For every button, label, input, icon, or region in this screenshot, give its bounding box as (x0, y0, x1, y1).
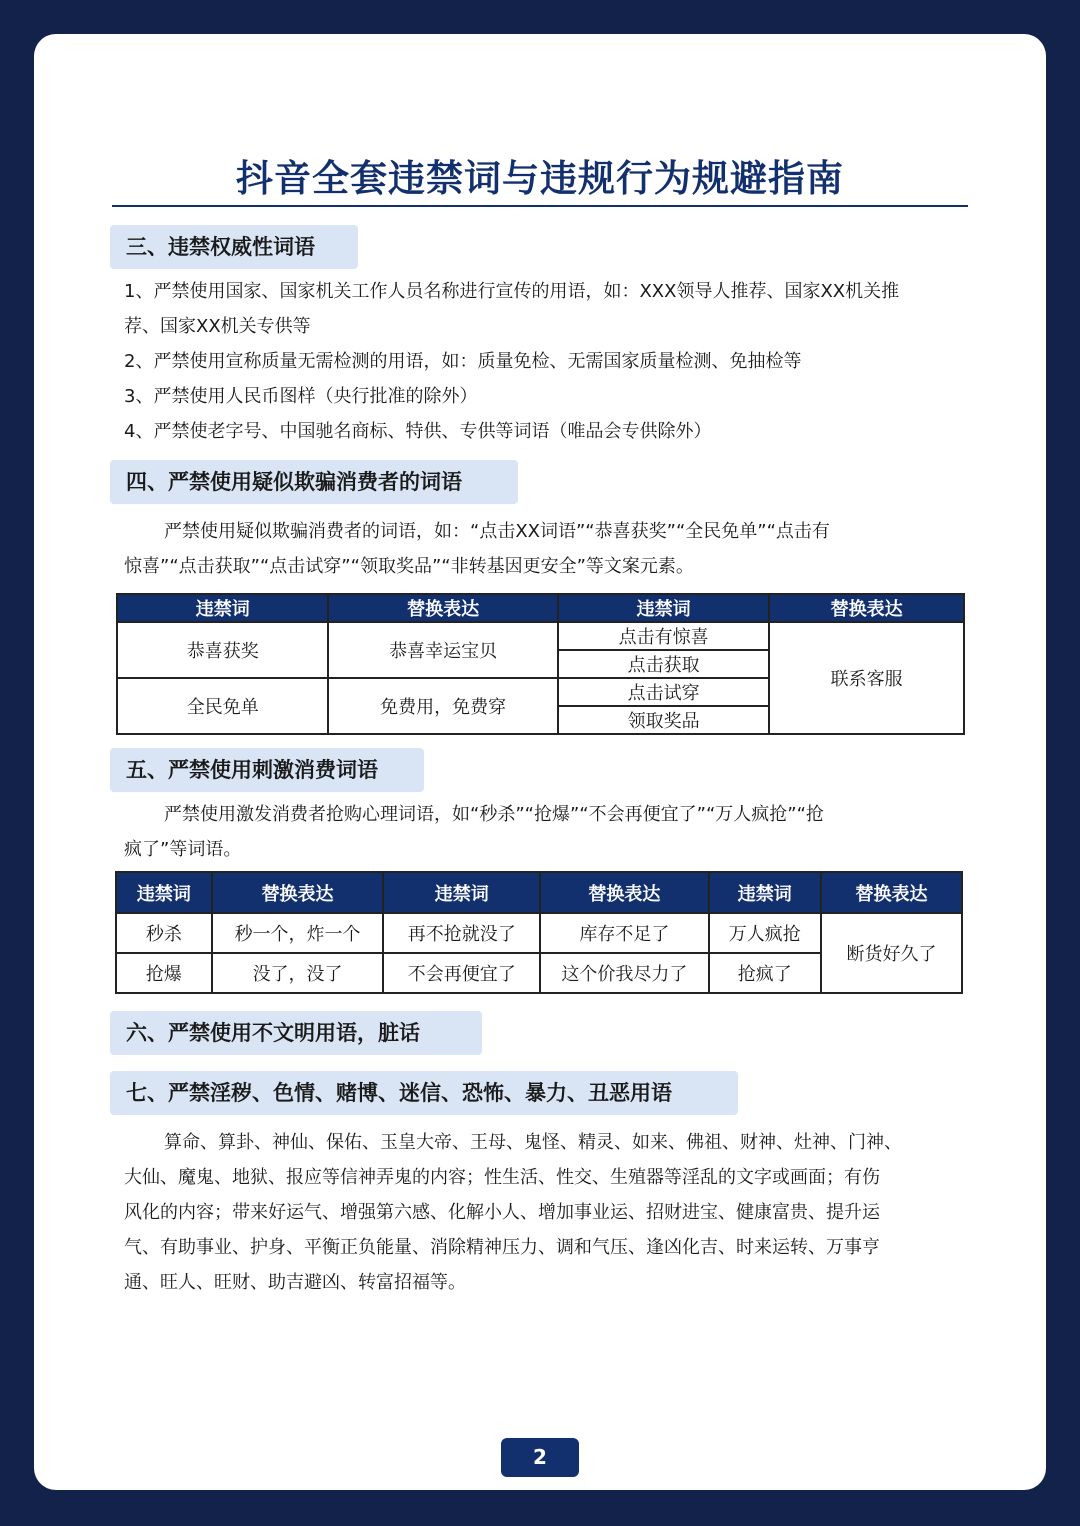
table-header: 违禁词 (117, 594, 328, 622)
table-cell: 免费用，免费穿 (328, 678, 557, 734)
section-7-line-5: 通、旺人、旺财、助吉避凶、转富招福等。 (124, 1272, 466, 1293)
table-header: 违禁词 (116, 872, 212, 913)
document-title: 抖音全套违禁词与违规行为规避指南 (236, 157, 844, 200)
section-4-table (116, 593, 965, 735)
table-cell: 这个价我尽力了 (540, 953, 708, 993)
section-7-line-1: 算命、算卦、神仙、保佑、玉皇大帝、王母、鬼怪、精灵、如来、佛祖、财神、灶神、门神、 (164, 1132, 902, 1153)
table-cell: 秒一个，炸一个 (212, 913, 384, 953)
section-3-line-3: 2、严禁使用宣称质量无需检测的用语，如：质量免检、无需国家质量检测、免抽检等 (124, 351, 802, 372)
table-cell: 点击获取 (558, 650, 769, 678)
section-3-line-1: 1、严禁使用国家、国家机关工作人员名称进行宣传的用语，如：XXX领导人推荐、国家XX机关推 (124, 281, 900, 302)
section-7-heading: 七、严禁淫秽、色情、赌博、迷信、恐怖、暴力、丑恶用语 (110, 1071, 738, 1115)
section-3-line-5: 4、严禁使老字号、中国驰名商标、特供、专供等词语（唯品会专供除外） (124, 421, 712, 442)
table-header: 替换表达 (328, 594, 557, 622)
table-header: 替换表达 (540, 872, 708, 913)
page-number: 2 (501, 1438, 579, 1477)
section-5-table (115, 871, 963, 994)
section-4-line-1: 严禁使用疑似欺骗消费者的词语，如：“点击XX词语”“恭喜获奖”“全民免单”“点击有 (164, 521, 830, 542)
table-cell: 联系客服 (769, 622, 964, 734)
table-cell: 抢疯了 (709, 953, 821, 993)
section-4-heading: 四、严禁使用疑似欺骗消费者的词语 (110, 460, 518, 504)
table-cell: 全民免单 (117, 678, 328, 734)
table-header: 违禁词 (558, 594, 769, 622)
title-divider (112, 205, 968, 207)
table-cell: 不会再便宜了 (383, 953, 540, 993)
table-cell: 万人疯抢 (709, 913, 821, 953)
table-cell: 点击有惊喜 (558, 622, 769, 650)
section-7-line-4: 气、有助事业、护身、平衡正负能量、消除精神压力、调和气压、逢凶化吉、时来运转、万事亨 (124, 1237, 880, 1258)
table-cell: 恭喜获奖 (117, 622, 328, 678)
table-header: 替换表达 (212, 872, 384, 913)
section-5-heading: 五、严禁使用刺激消费词语 (110, 748, 424, 792)
table-header: 替换表达 (769, 594, 964, 622)
table-header: 替换表达 (821, 872, 962, 913)
section-6-heading: 六、严禁使用不文明用语，脏话 (110, 1011, 482, 1055)
section-3-line-2: 荐、国家XX机关专供等 (124, 316, 311, 337)
section-5-line-2: 疯了”等词语。 (124, 839, 242, 860)
section-4-line-2: 惊喜”“点击获取”“点击试穿”“领取奖品”“非转基因更安全”等文案元素。 (124, 556, 694, 577)
section-5-line-1: 严禁使用激发消费者抢购心理词语，如“秒杀”“抢爆”“不会再便宜了”“万人疯抢”“抢 (164, 804, 824, 825)
table-cell: 恭喜幸运宝贝 (328, 622, 557, 678)
table-header: 违禁词 (383, 872, 540, 913)
table-cell: 点击试穿 (558, 678, 769, 706)
table-cell: 抢爆 (116, 953, 212, 993)
table-cell: 领取奖品 (558, 706, 769, 734)
table-cell: 再不抢就没了 (383, 913, 540, 953)
table-header: 违禁词 (709, 872, 821, 913)
table-cell: 秒杀 (116, 913, 212, 953)
table-cell: 库存不足了 (540, 913, 708, 953)
section-3-heading: 三、违禁权威性词语 (110, 225, 358, 269)
table-cell: 断货好久了 (821, 913, 962, 993)
section-7-line-3: 风化的内容；带来好运气、增强第六感、化解小人、增加事业运、招财进宝、健康富贵、提升运 (124, 1202, 880, 1223)
section-7-line-2: 大仙、魔鬼、地狱、报应等信神弄鬼的内容；性生活、性交、生殖器等淫乱的文字或画面；有伤 (124, 1167, 880, 1188)
table-cell: 没了，没了 (212, 953, 384, 993)
section-3-line-4: 3、严禁使用人民币图样（央行批准的除外） (124, 386, 478, 407)
